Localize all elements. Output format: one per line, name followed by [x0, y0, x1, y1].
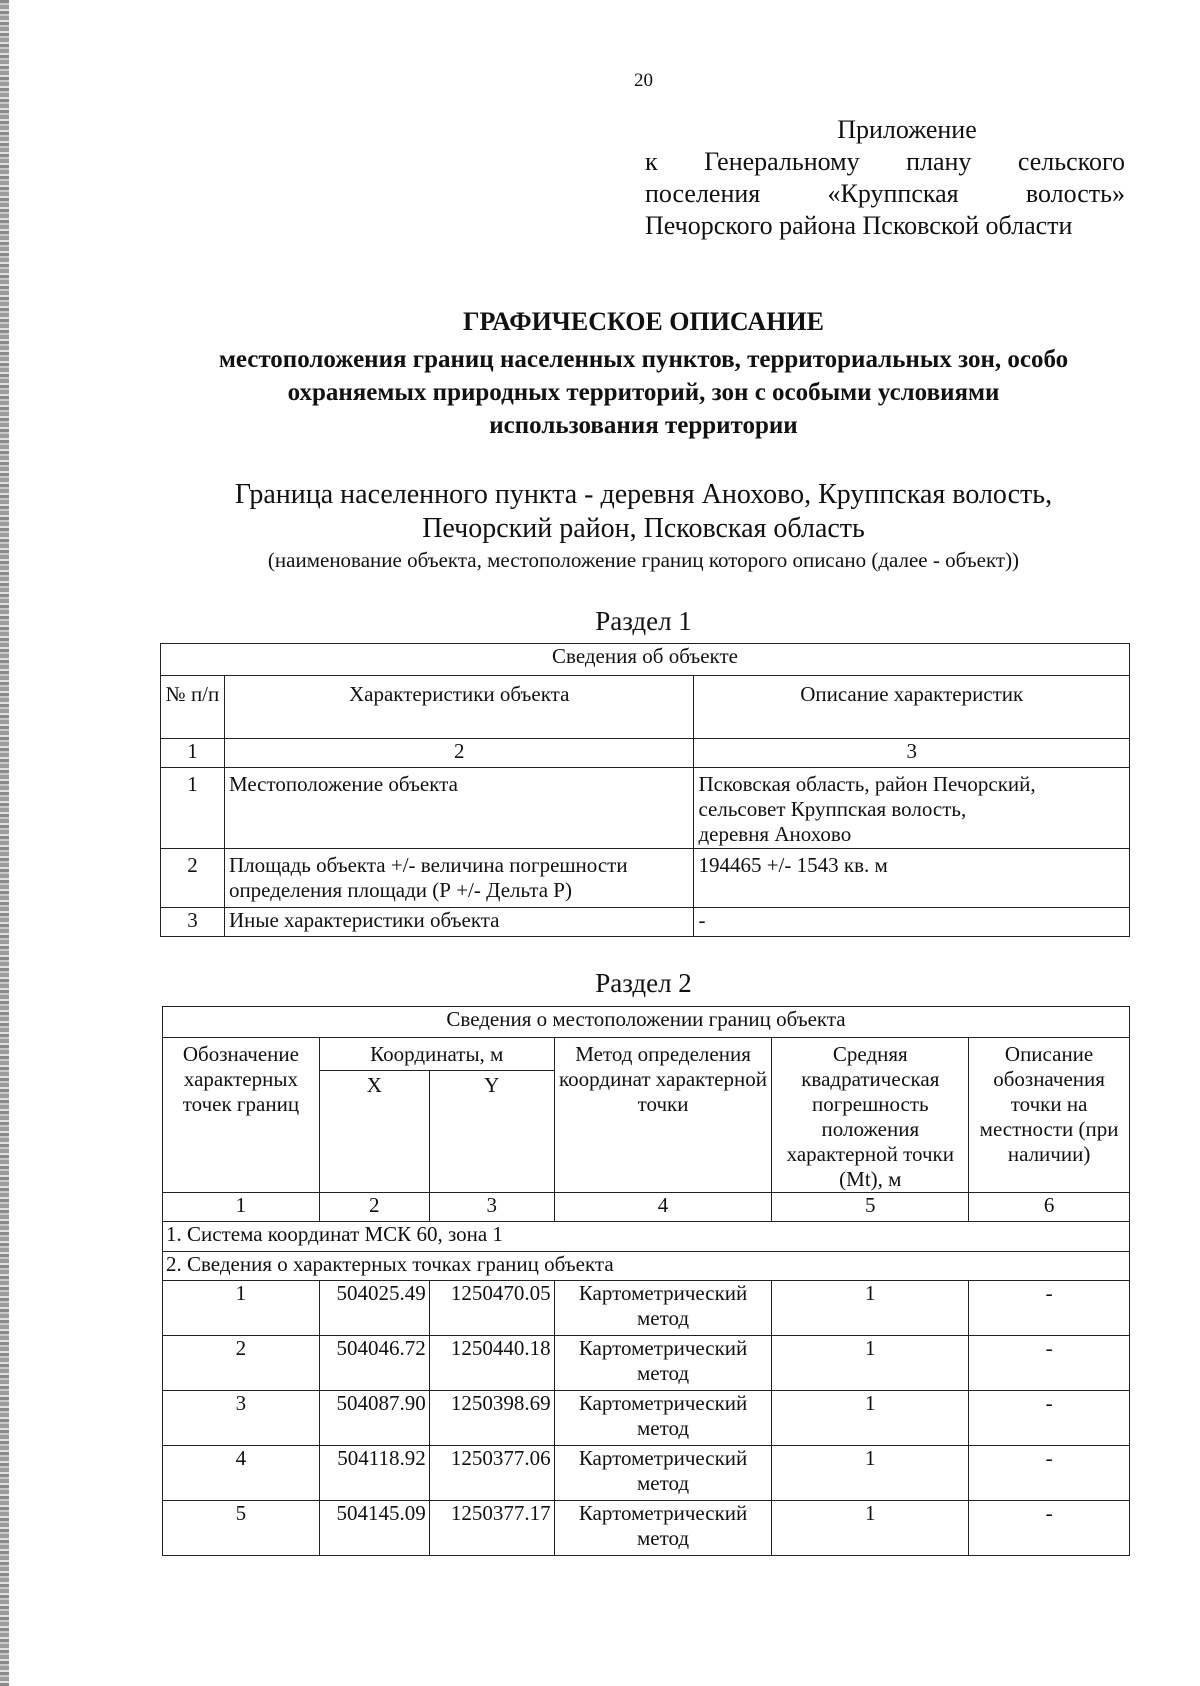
table-caption: Сведения о местоположении границ объекта	[163, 1007, 1130, 1038]
row-number: 3	[161, 908, 225, 937]
characteristic-name: Иные характеристики объекта	[224, 908, 694, 937]
name-line: Площадь объекта +/- величина погрешности	[228, 853, 628, 877]
point-x: 504046.72	[319, 1336, 429, 1391]
appendix-block	[645, 114, 1125, 242]
section-2-title: Раздел 2	[595, 968, 692, 998]
point-error: 1	[772, 1391, 969, 1446]
table-row	[163, 1391, 1130, 1446]
point-error: 1	[772, 1281, 969, 1336]
document-title: ГРАФИЧЕСКОЕ ОПИСАНИЕ	[463, 307, 824, 336]
point-id: 2	[163, 1336, 320, 1391]
appendix-line: поселения «Круппская волость»	[645, 179, 1125, 208]
header-cell: № п/п	[161, 676, 225, 739]
column-number: 2	[224, 739, 694, 768]
point-x: 504087.90	[319, 1391, 429, 1446]
appendix-line: Печорского района Псковской области	[645, 211, 1073, 240]
point-description: -	[969, 1501, 1130, 1556]
scan-edge	[0, 0, 9, 1686]
appendix-title: Приложение	[837, 115, 977, 144]
row-number: 2	[161, 849, 225, 908]
point-x: 504145.09	[319, 1501, 429, 1556]
column-number: 1	[163, 1193, 320, 1222]
header-y: Y	[429, 1071, 554, 1193]
subtitle-line: местоположения границ населенных пунктов, территориальных зон, особо	[218, 346, 1069, 373]
column-number: 2	[319, 1193, 429, 1222]
point-method: Картометрический метод	[554, 1281, 772, 1336]
column-number: 4	[554, 1193, 772, 1222]
point-y: 1250377.06	[429, 1446, 554, 1501]
header-x: X	[319, 1071, 429, 1193]
object-info-table	[160, 643, 1130, 937]
header-designation: Обозначение характерных точек границ	[163, 1038, 320, 1193]
description-line: Псковская область, район Печорский,	[698, 772, 1036, 796]
table-caption: Сведения об объекте	[161, 644, 1130, 676]
coordinate-system-row: 1. Система координат МСК 60, зона 1	[163, 1222, 1130, 1252]
table-row	[163, 1501, 1130, 1556]
header-description: Описание обозначения точки на местности (при наличии)	[969, 1038, 1130, 1193]
point-description: -	[969, 1446, 1130, 1501]
table-row	[161, 849, 1130, 908]
characteristic-description: -	[694, 908, 1130, 937]
table-row	[161, 908, 1130, 937]
point-y: 1250470.05	[429, 1281, 554, 1336]
table-row	[161, 768, 1130, 849]
point-method: Картометрический метод	[554, 1336, 772, 1391]
section-1-title: Раздел 1	[595, 606, 692, 636]
header-method: Метод определения координат характерной точки	[554, 1038, 772, 1193]
point-description: -	[969, 1391, 1130, 1446]
description-line: сельсовет Круппская волость,	[698, 797, 967, 821]
characteristic-description: 194465 +/- 1543 кв. м	[694, 849, 1130, 908]
point-method: Картометрический метод	[554, 1446, 772, 1501]
header-error: Средняя квадратическая погрешность положения характерной точки (Mt), м	[772, 1038, 969, 1193]
point-x: 504025.49	[319, 1281, 429, 1336]
point-id: 3	[163, 1391, 320, 1446]
row-number: 1	[161, 768, 225, 849]
object-name	[0, 478, 1200, 546]
point-description: -	[969, 1281, 1130, 1336]
characteristic-name: Местоположение объекта	[224, 768, 694, 849]
document-subtitle	[0, 343, 1200, 442]
object-name-line: Печорский район, Псковская область	[422, 513, 865, 544]
column-number: 1	[161, 739, 225, 768]
header-cell: Описание характеристик	[694, 676, 1130, 739]
column-number: 5	[772, 1193, 969, 1222]
point-error: 1	[772, 1336, 969, 1391]
point-id: 5	[163, 1501, 320, 1556]
point-x: 504118.92	[319, 1446, 429, 1501]
table-row	[163, 1446, 1130, 1501]
boundary-points-table	[162, 1006, 1130, 1556]
point-id: 1	[163, 1281, 320, 1336]
point-id: 4	[163, 1446, 320, 1501]
object-name-line: Граница населенного пункта - деревня Анохово, Круппская волость,	[234, 479, 1053, 510]
page-number: 20	[634, 70, 653, 91]
subtitle-line: использования территории	[489, 412, 798, 439]
point-y: 1250398.69	[429, 1391, 554, 1446]
header-cell: Характеристики объекта	[224, 676, 694, 739]
column-number: 3	[429, 1193, 554, 1222]
subtitle-line: охраняемых природных территорий, зон с особыми условиями	[287, 379, 1000, 406]
point-error: 1	[772, 1446, 969, 1501]
characteristic-description	[694, 768, 1130, 849]
appendix-line: к Генеральному плану сельского	[645, 147, 1125, 176]
point-y: 1250440.18	[429, 1336, 554, 1391]
name-line: определения площади (Р +/- Дельта Р)	[228, 878, 572, 902]
characteristic-name	[224, 849, 694, 908]
point-description: -	[969, 1336, 1130, 1391]
description-line: деревня Анохово	[698, 822, 852, 846]
header-coordinates: Координаты, м	[319, 1038, 554, 1071]
table-row	[163, 1281, 1130, 1336]
object-hint: (наименование объекта, местоположение границ которого описано (далее - объект))	[267, 548, 1020, 572]
table-row	[163, 1336, 1130, 1391]
column-number: 6	[969, 1193, 1130, 1222]
column-number: 3	[694, 739, 1130, 768]
point-method: Картометрический метод	[554, 1501, 772, 1556]
points-section-row: 2. Сведения о характерных точках границ объекта	[163, 1252, 1130, 1281]
point-method: Картометрический метод	[554, 1391, 772, 1446]
point-error: 1	[772, 1501, 969, 1556]
point-y: 1250377.17	[429, 1501, 554, 1556]
